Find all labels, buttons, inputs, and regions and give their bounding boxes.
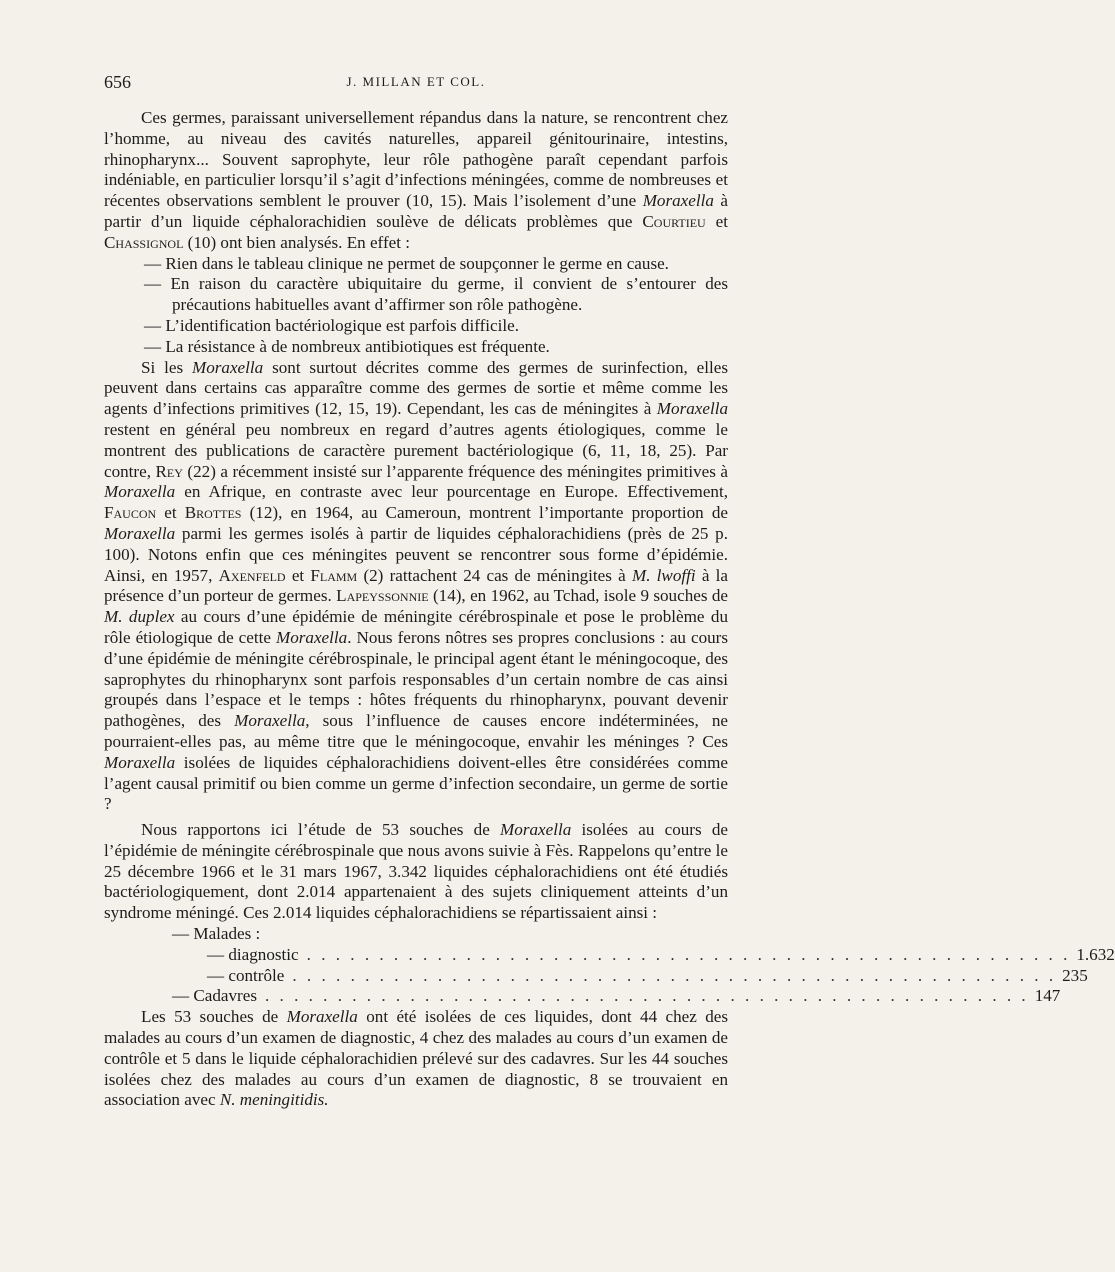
list-item: — L’identification bactériologique est parfois difficile. [144,315,520,335]
page-header [104,60,728,108]
paragraph-intro: Ces germes, paraissant universellement répandus dans la nature, se rencontrent chez l’homme, au niveau des cavités naturelles, appareil génitourinaire, intestins, rhinopharynx... Souvent saprophyte, leur rôle pathogène paraît cependant parfois indéniable, en particulier lorsqu’il s’agit d’infections méningées, comme de nombreuses et récentes observations semblent le prouver (10, 15). Mais l’isolement d’une Moraxella à partir d’un liquide céphalorachidien soulève de délicats problèmes que Courtieu et Chassignol (10) ont bien analysés. En effet : [104,108,728,252]
breakdown-row-controle: — contrôle . . . . . . . . . . . . . . . . . . . . . . . . . . . . . . . . . . . . . . . . . . . . . . . . . . . . . 235 [207,965,1088,985]
dot-leader: . . . . . . . . . . . . . . . . . . . . . . . . . . . . . . . . . . . . . . . . . . . . . . . . . . . . . [306,944,1071,964]
paragraph-literature: Si les Moraxella sont surtout décrites comme des germes de surinfection, elles peuvent dans certains cas apparaître comme des germes de sortie et même comme les agents d’infections primitives (12, 15, 19). Cependant, les cas de méningites à Moraxella restent en général peu nombreux en regard d’autres agents étiologiques, comme le montrent des publications de caractère purement bactériologique (6, 11, 18, 25). Par contre, Rey (22) a récemment insisté sur l’apparente fréquence des méningites primitives à Moraxella en Afrique, en contraste avec leur pourcentage en Europe. Effectivement, Faucon et Brottes (12), en 1964, au Cameroun, montrent l’importante proportion de Moraxella parmi les germes isolés à partir de liquides céphalorachidiens (près de 25 p. 100). Notons enfin que ces méningites peuvent se rencontrer sous forme d’épidémie. Ainsi, en 1957, Axenfeld et Flamm (2) rattachent 24 cas de méningites à M. lwoffi à la présence d’un porteur de germes. Lapeyssonnie (14), en 1962, au Tchad, isole 9 souches de M. duplex au cours d’une épidémie de méningite cérébrospinale et pose le problème du rôle étiologique de cette Moraxella. Nous ferons nôtres ses propres conclusions : au cours d’une épidémie de méningite cérébrospinale, le principal agent étant le méningocoque, des saprophytes du rhinopharynx sont parfois responsables d’un certain nombre de cas ainsi groupés dans l’espace et le temps : hôtes fréquents du rhinopharynx, pouvant devenir pathogènes, des Moraxella, sous l’influence de causes encore indéterminées, ne pourraient-elles pas, au même titre que le méningocoque, envahir les méninges ? Ces Moraxella isolées de liquides céphalorachidiens doivent-elles être considérées comme l’agent causal primitif ou bien comme un germe d’infection secondaire, un germe de sortie ? [104,357,729,814]
article-body [104,108,1115,1111]
csf-breakdown-list [104,924,1115,1007]
dot-leader: . . . . . . . . . . . . . . . . . . . . . . . . . . . . . . . . . . . . . . . . . . . . . . . . . . . . . [264,986,1029,1006]
dot-leader: . . . . . . . . . . . . . . . . . . . . . . . . . . . . . . . . . . . . . . . . . . . . . . . . . . . . . [292,965,1057,985]
list-item: — La résistance à de nombreux antibiotiques est fréquente. [144,336,550,356]
list-item: — En raison du caractère ubiquitaire du germe, il convient de s’entourer des précautions habituelles avant d’affirmer son rôle pathogène. [144,274,728,315]
paragraph-study: Nous rapportons ici l’étude de 53 souches de Moraxella isolées au cours de l’épidémie de méningite cérébrospinale que nous avons suivie à Fès. Rappelons qu’entre le 25 décembre 1966 et le 31 mars 1967, 3.342 liquides céphalorachidiens ont été étudiés bactériologiquement, dont 2.014 appartenaient à des sujets cliniquement atteints d’un syndrome méningé. Ces 2.014 liquides céphalorachidiens se répartissaient ainsi : [104,820,728,923]
page-number: 656 [104,72,131,92]
list-item: — Rien dans le tableau clinique ne permet de soupçonner le germe en cause. [144,253,669,273]
running-head: J. MILLAN ET COL. [346,74,486,89]
article-page [104,60,1115,1111]
breakdown-row-malades: — Malades : [172,924,261,944]
breakdown-row-diagnostic: — diagnostic . . . . . . . . . . . . . . . . . . . . . . . . . . . . . . . . . . . . . . . . . . . . . . . . . . . . . 1.632 [207,944,1115,964]
breakdown-row-cadavres: — Cadavres . . . . . . . . . . . . . . . . . . . . . . . . . . . . . . . . . . . . . . . . . . . . . . . . . . . . . 147 [172,986,1061,1006]
paragraph-results: Les 53 souches de Moraxella ont été isolées de ces liquides, dont 44 chez des malades au cours d’un examen de diagnostic, 4 chez des malades au cours d’un examen de contrôle et 5 dans le liquide céphalorachidien prélevé sur des cadavres. Sur les 44 souches isolées chez des malades au cours d’un examen de diagnostic, 8 se trouvaient en association avec N. meningitidis. [104,1007,728,1110]
